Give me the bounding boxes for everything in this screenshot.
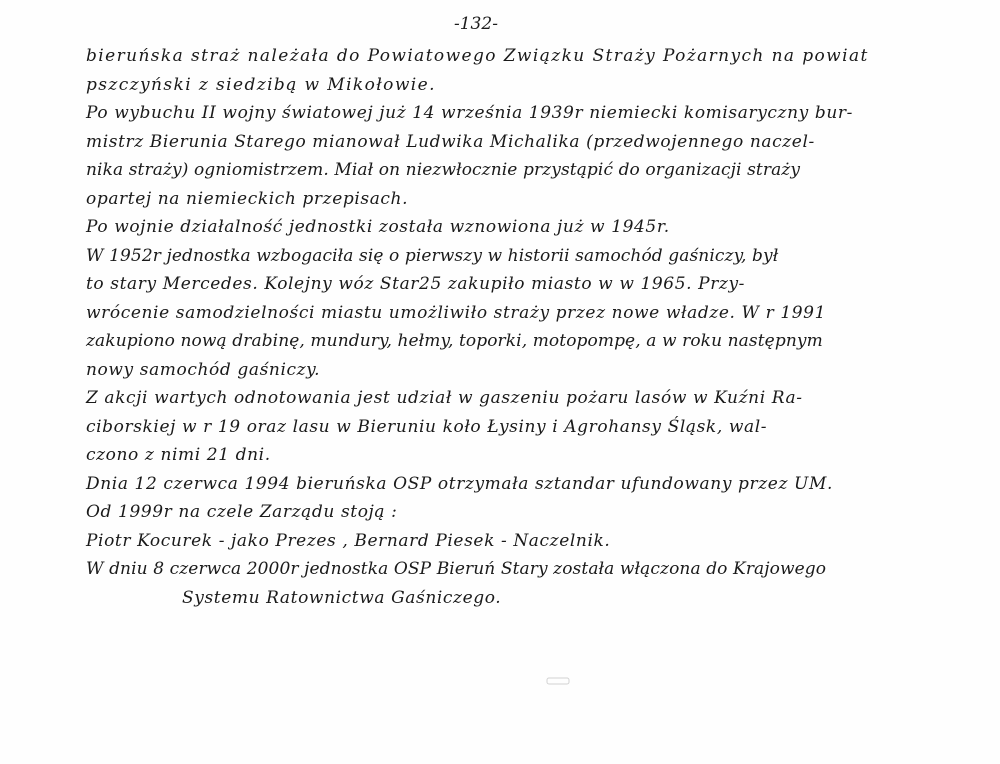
text-line-content: Od 1999r na czele Zarządu stoją : (86, 502, 398, 522)
text-line (86, 498, 986, 527)
text-line-content: Systemu Ratownictwa Gaśniczego. (182, 587, 502, 608)
text-line-content: Po wybuchu II wojny światowej już 14 września 1939r niemiecki komisaryczny bur- (86, 103, 853, 123)
stamp-smudge-icon (546, 676, 570, 686)
text-line-content: opartej na niemieckich przepisach. (86, 188, 409, 209)
text-line-content: wrócenie samodzielności miastu umożliwiło straży przez nowe władze. W r 1991 (86, 302, 827, 323)
text-line (86, 584, 986, 613)
text-line-content: W dniu 8 czerwca 2000r jednostka OSP Bieruń Stary została włączona do Krajowego (86, 559, 827, 579)
faint-stamp-mark (546, 676, 570, 689)
text-line (86, 299, 986, 328)
text-line-content: W 1952r jednostka wzbogaciła się o pierwszy w historii samochód gaśniczy, był (86, 245, 779, 266)
text-line (86, 242, 986, 271)
text-line-content: zakupiono nową drabinę, mundury, hełmy, toporki, motopompę, a w roku następnym (86, 331, 823, 351)
text-line (86, 185, 986, 214)
text-line (86, 555, 986, 584)
text-line (86, 71, 986, 100)
text-line-content: nowy samochód gaśniczy. (86, 359, 321, 380)
text-line (86, 356, 986, 385)
text-line-content: Piotr Kocurek - jako Prezes , Bernard Piesek - Naczelnik. (86, 530, 611, 551)
text-line-content: Dnia 12 czerwca 1994 bieruńska OSP otrzymała sztandar ufundowany przez UM. (86, 473, 833, 494)
text-line (86, 128, 986, 157)
text-line-content: to stary Mercedes. Kolejny wóz Star25 zakupiło miasto w w 1965. Przy- (86, 274, 746, 294)
text-line (86, 213, 986, 242)
text-line (86, 327, 986, 356)
text-line (86, 270, 986, 299)
text-line-content: pszczyński z siedzibą w Mikołowie. (86, 74, 436, 95)
text-line-content: Po wojnie działalność jednostki została wznowiona już w 1945r. (86, 217, 670, 237)
text-line (86, 156, 986, 185)
text-line-content: Z akcji wartych odnotowania jest udział w gaszeniu pożaru lasów w Kuźni Ra- (86, 388, 803, 408)
text-line (86, 527, 986, 556)
text-line-content: ciborskiej w r 19 oraz lasu w Bieruniu koło Łysiny i Agrohansy Śląsk, wal- (86, 416, 768, 437)
text-line-content: czono z nimi 21 dni. (86, 445, 271, 465)
handwritten-text-block (86, 42, 986, 612)
text-line-content: mistrz Bierunia Starego mianował Ludwika Michalika (przedwojennego naczel- (86, 131, 815, 152)
text-line (86, 99, 986, 128)
text-line (86, 42, 986, 71)
text-line (86, 470, 986, 499)
text-line (86, 413, 986, 442)
page-number: -132- (454, 14, 498, 34)
text-line-content: bieruńska straż należała do Powiatowego Związku Straży Pożarnych na powiat (86, 46, 869, 66)
text-line (86, 441, 986, 470)
text-line-content: nika straży) ogniomistrzem. Miał on niezwłocznie przystąpić do organizacji straży (86, 160, 801, 180)
text-line (86, 384, 986, 413)
